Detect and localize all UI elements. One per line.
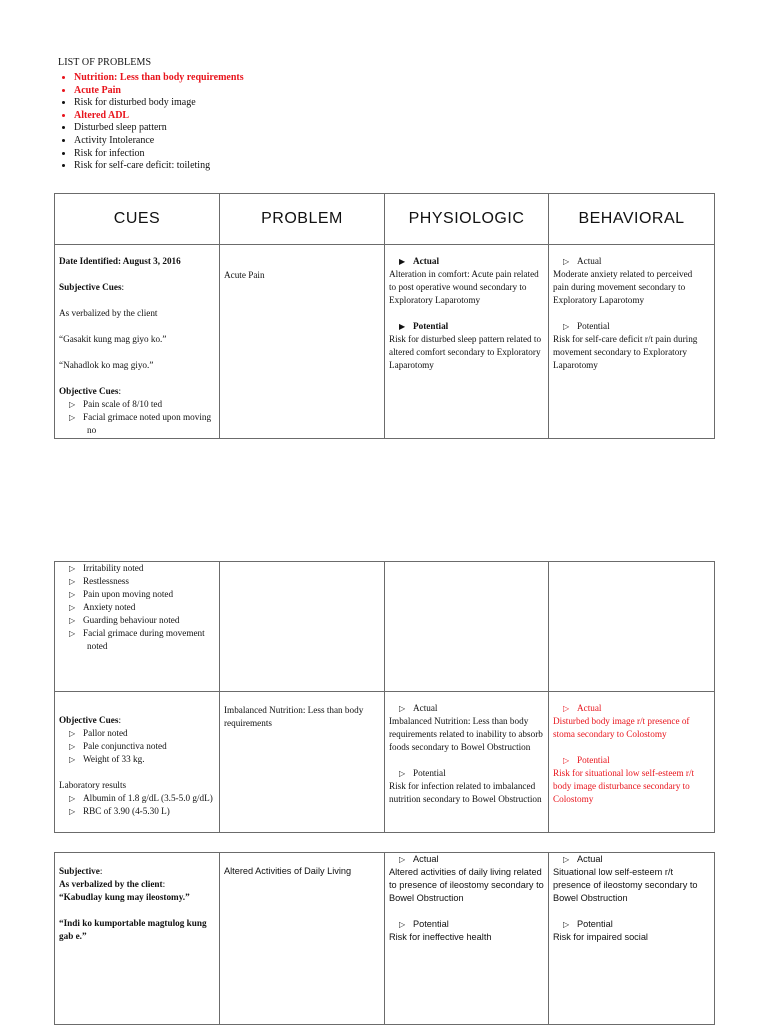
triangle-bullet-icon: ▷ [563, 855, 570, 864]
problem-cell [220, 692, 385, 833]
diagnosis-text: Altered activities of daily living related to presence of ileostomy secondary to Bowel Obstruction [389, 867, 544, 903]
triangle-bullet-icon: ▷ [399, 704, 406, 713]
diagnosis-text: Risk for impaired social [553, 932, 648, 942]
potential-label: Potential [577, 321, 610, 331]
cue-item: Pain scale of 8/10 ted [83, 399, 163, 409]
potential-label: Potential [413, 919, 449, 929]
triangle-bullet-icon: ▷ [399, 855, 406, 864]
header-physiologic: PHYSIOLOGIC [385, 194, 549, 245]
problem-item: • Risk for disturbed body image [74, 97, 244, 110]
cue-item: RBC of 3.90 (4-5.30 L) [83, 806, 170, 816]
problem-item: • Risk for self-care deficit: toileting [74, 160, 244, 173]
actual-label: Actual [413, 854, 439, 864]
problem-cell [220, 562, 385, 692]
header-behavioral: BEHAVIORAL [549, 194, 715, 245]
quote-text: “Nahadlok ko mag giyo.” [59, 360, 154, 370]
cue-item: Anxiety noted [83, 602, 136, 612]
cue-item: Pain upon moving noted [83, 589, 174, 599]
subjective-label: Subjective Cues [59, 282, 122, 292]
physiologic-cell [385, 245, 549, 439]
triangle-bullet-icon: ▶ [399, 322, 406, 331]
objective-label: Objective Cues [59, 715, 119, 725]
potential-label: Potential [577, 755, 610, 765]
triangle-bullet-icon: ▷ [69, 729, 76, 738]
header-problem: PROBLEM [220, 194, 385, 245]
actual-label: Actual [577, 256, 602, 266]
physiologic-cell [385, 853, 549, 1025]
cues-cell [55, 562, 220, 692]
triangle-bullet-icon: ▷ [69, 400, 76, 409]
quote-text: “Indi ko kumportable magtulog kung gab e.” [59, 918, 207, 941]
subjective-label: Subjective [59, 866, 100, 876]
triangle-bullet-icon: ▷ [563, 257, 570, 266]
triangle-bullet-icon: ▷ [399, 769, 406, 778]
problem-item: • Nutrition: Less than body requirements [74, 72, 244, 85]
problem-text: Acute Pain [224, 270, 265, 280]
diagnosis-text: Risk for situational low self-esteem r/t body image disturbance secondary to Colostomy [553, 768, 695, 804]
diagnosis-text: Risk for self-care deficit r/t pain during movement secondary to Exploratory Laparotomy [553, 334, 698, 370]
triangle-bullet-icon: ▷ [563, 756, 570, 765]
problem-text: Imbalanced Nutrition: Less than body requirements [224, 705, 364, 728]
triangle-bullet-icon: ▷ [69, 564, 76, 573]
triangle-bullet-icon: ▷ [69, 413, 76, 422]
diagnosis-text: Imbalanced Nutrition: Less than body requirements related to inability to absorb foods secondary to Bowel Obstruction [389, 716, 543, 752]
cue-item: Pallor noted [83, 728, 128, 738]
header-cues: CUES [55, 194, 220, 245]
nursing-diagnosis-table [54, 193, 715, 439]
physiologic-cell [385, 692, 549, 833]
diagnosis-text: Moderate anxiety related to perceived pain during movement secondary to Exploratory Laparotomy [553, 269, 693, 305]
cue-item: Restlessness [83, 576, 129, 586]
problem-item: • Altered ADL [74, 110, 244, 123]
diagnosis-text: Risk for ineffective health [389, 932, 492, 942]
diagnosis-text: Disturbed body image r/t presence of stoma secondary to Colostomy [553, 716, 690, 739]
triangle-bullet-icon: ▷ [563, 322, 570, 331]
potential-label: Potential [413, 768, 446, 778]
cue-item: Facial grimace during movement noted [83, 628, 205, 651]
triangle-bullet-icon: ▷ [69, 577, 76, 586]
physiologic-cell [385, 562, 549, 692]
problem-item: • Disturbed sleep pattern [74, 122, 244, 135]
cue-item: Pale conjunctiva noted [83, 741, 167, 751]
problem-item: • Activity Intolerance [74, 135, 244, 148]
verbalized-text: As verbalized by the client [59, 879, 163, 889]
triangle-bullet-icon: ▷ [69, 603, 76, 612]
nursing-diagnosis-table [54, 561, 715, 833]
behavioral-cell [549, 562, 715, 692]
triangle-bullet-icon: ▷ [563, 920, 570, 929]
behavioral-cell [549, 692, 715, 833]
objective-label: Objective Cues [59, 386, 119, 396]
triangle-bullet-icon: ▷ [69, 590, 76, 599]
triangle-bullet-icon: ▶ [399, 257, 406, 266]
cue-item: Guarding behaviour noted [83, 615, 180, 625]
actual-label: Actual [413, 256, 440, 266]
triangle-bullet-icon: ▷ [69, 807, 76, 816]
actual-label: Actual [577, 854, 603, 864]
cue-item: Facial grimace noted upon moving no [83, 412, 212, 435]
triangle-bullet-icon: ▷ [69, 794, 76, 803]
triangle-bullet-icon: ▷ [69, 742, 76, 751]
list-title: LIST OF PROBLEMS [58, 57, 152, 68]
quote-text: “Gasakit kung mag giyo ko.” [59, 334, 167, 344]
quote-text: “Kabudlay kung may ileostomy.” [59, 892, 190, 902]
diagnosis-text: Situational low self-esteem r/t presence of ileostomy secondary to Bowel Obstruction [553, 867, 698, 903]
cues-cell: Objective Cues: ▷ Pallor noted ▷ Pale conjunctiva noted ▷ Weight of 33 kg. Laboratory results ▷ Albumin of 1.8 g/dL (3.5-5.0 g/dL) ▷ RBC of 3.90 (4-5.30 L) [55, 692, 220, 833]
date-identified: Date Identified: August 3, 2016 [59, 256, 181, 266]
cue-item: Albumin of 1.8 g/dL (3.5-5.0 g/dL) [83, 793, 213, 803]
diagnosis-text: Risk for infection related to imbalanced nutrition secondary to Bowel Obstruction [389, 781, 542, 804]
verbalized-text: As verbalized by the client [59, 308, 158, 318]
lab-label: Laboratory results [59, 780, 127, 790]
actual-label: Actual [577, 703, 602, 713]
diagnosis-text: Risk for disturbed sleep pattern related to altered comfort secondary to Exploratory Laparotomy [389, 334, 542, 370]
problem-cell [220, 853, 385, 1025]
cues-cell: Subjective: As verbalized by the client: “Kabudlay kung may ileostomy.” “Indi ko kumportable magtulog kung gab e.” [55, 853, 220, 1025]
actual-label: Actual [413, 703, 438, 713]
cues-cell: Date Identified: August 3, 2016 Subjective Cues: As verbalized by the client “Gasakit kung mag giyo ko.” “Nahadlok ko mag giyo.” Objective Cues: ▷ Pain scale of 8/10 ted ▷ Facial grimace noted upon moving no [55, 245, 220, 439]
problem-item: • Risk for infection [74, 148, 244, 161]
triangle-bullet-icon: ▷ [563, 704, 570, 713]
triangle-bullet-icon: ▷ [69, 616, 76, 625]
triangle-bullet-icon: ▷ [69, 629, 76, 638]
triangle-bullet-icon: ▷ [399, 920, 406, 929]
cue-item: Irritability noted [83, 563, 144, 573]
triangle-bullet-icon: ▷ [69, 755, 76, 764]
diagnosis-text: Alteration in comfort: Acute pain related to post operative wound secondary to Exploratory Laparotomy [389, 269, 539, 305]
potential-label: Potential [413, 321, 449, 331]
problem-text: Altered Activities of Daily Living [224, 866, 352, 876]
problem-item: • Acute Pain [74, 85, 244, 98]
problem-list [58, 72, 244, 173]
problem-cell [220, 245, 385, 439]
behavioral-cell [549, 853, 715, 1025]
behavioral-cell [549, 245, 715, 439]
cue-item: Weight of 33 kg. [83, 754, 145, 764]
potential-label: Potential [577, 919, 613, 929]
nursing-diagnosis-table [54, 852, 715, 1025]
